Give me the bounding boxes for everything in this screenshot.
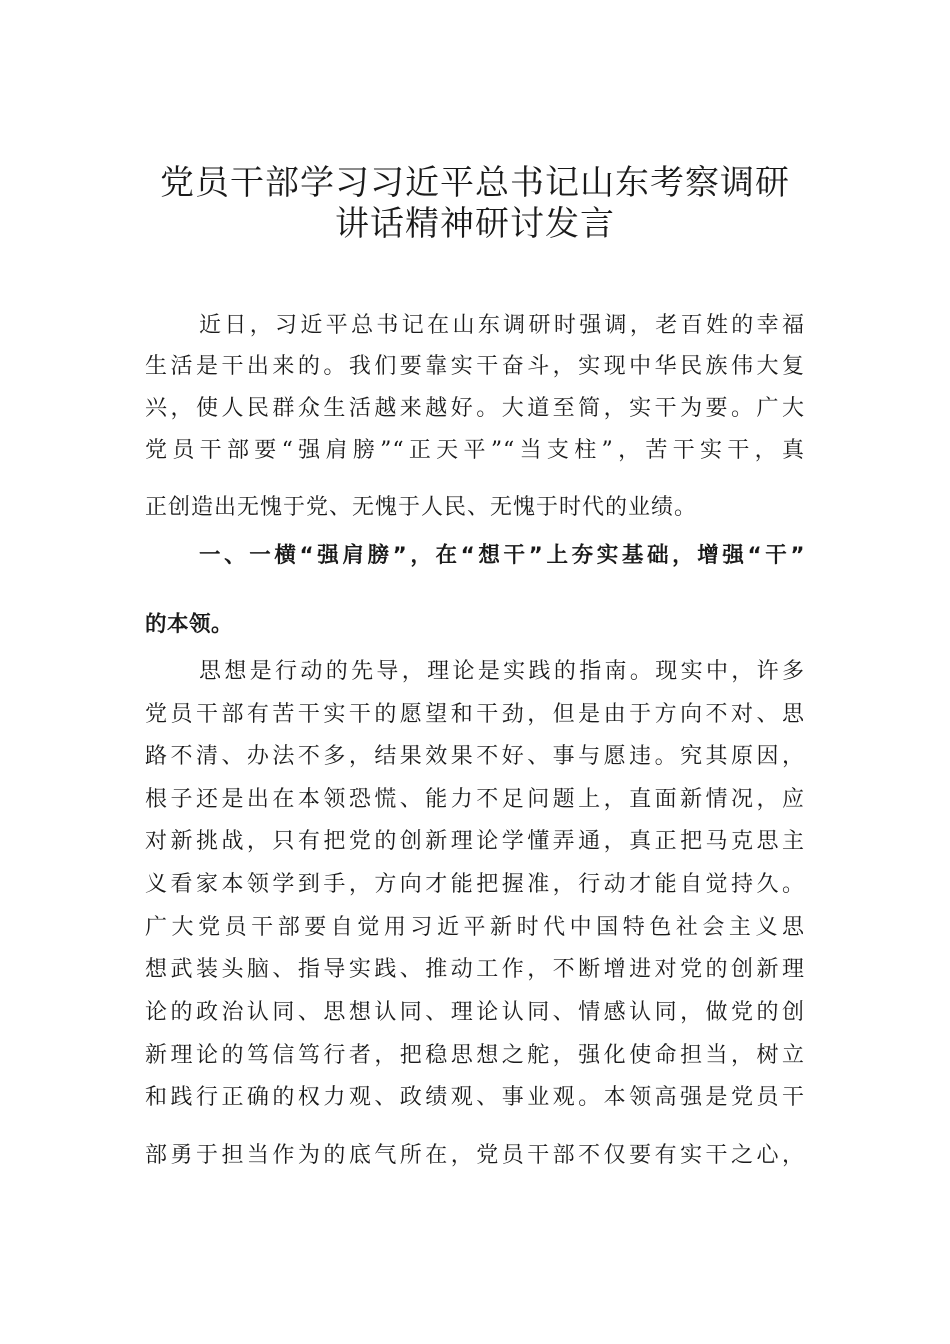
paragraph-1-line-1: 近日，习近平总书记在山东调研时强调，老百姓的幸福 <box>199 313 805 338</box>
paragraph-2-line-12: 部勇于担当作为的底气所在，党员干部不仅要有实干之心， <box>145 1143 805 1168</box>
paragraph-2-line-6: 义看家本领学到手，方向才能把握准，行动才能自觉持久。 <box>145 872 805 897</box>
paragraph-2-line-10: 新理论的笃信笃行者，把稳思想之舵，强化使命担当，树立 <box>145 1043 805 1068</box>
paragraph-2-line-3: 路不清、办法不多，结果效果不好、事与愿违。究其原因， <box>145 744 805 769</box>
section-heading-1-line-2: 的本领。 <box>145 612 234 637</box>
paragraph-1-line-3: 兴，使人民群众生活越来越好。大道至简，实干为要。广大 <box>145 396 805 421</box>
paragraph-2-line-2: 党员干部有苦干实干的愿望和干劲，但是由于方向不对、思 <box>145 702 805 727</box>
paragraph-1-line-5: 正创造出无愧于党、无愧于人民、无愧于时代的业绩。 <box>145 495 698 520</box>
paragraph-2-line-8: 想武装头脑、指导实践、推动工作，不断增进对党的创新理 <box>145 957 805 982</box>
paragraph-1-line-2: 生活是干出来的。我们要靠实干奋斗，实现中华民族伟大复 <box>145 354 805 379</box>
section-heading-1-line-1: 一、一横“强肩膀”，在“想干”上夯实基础，增强“干” <box>199 543 805 568</box>
paragraph-2-line-9: 论的政治认同、思想认同、理论认同、情感认同，做党的创 <box>145 1000 805 1025</box>
paragraph-2-line-7: 广大党员干部要自觉用习近平新时代中国特色社会主义思 <box>145 915 805 940</box>
paragraph-2-line-11: 和践行正确的权力观、政绩观、事业观。本领高强是党员干 <box>145 1085 805 1110</box>
paragraph-2-line-1: 思想是行动的先导，理论是实践的指南。现实中，许多 <box>199 659 805 684</box>
paragraph-1-line-4: 党员干部要“强肩膀”“正天平”“当支柱”，苦干实干，真 <box>145 438 805 463</box>
document-title-line-1: 党员干部学习习近平总书记山东考察调研 <box>160 163 790 203</box>
paragraph-2-line-4: 根子还是出在本领恐慌、能力不足问题上，直面新情况，应 <box>145 787 805 812</box>
paragraph-2-line-5: 对新挑战，只有把党的创新理论学懂弄通，真正把马克思主 <box>145 829 805 854</box>
document-title-line-2: 讲话精神研讨发言 <box>335 204 615 244</box>
